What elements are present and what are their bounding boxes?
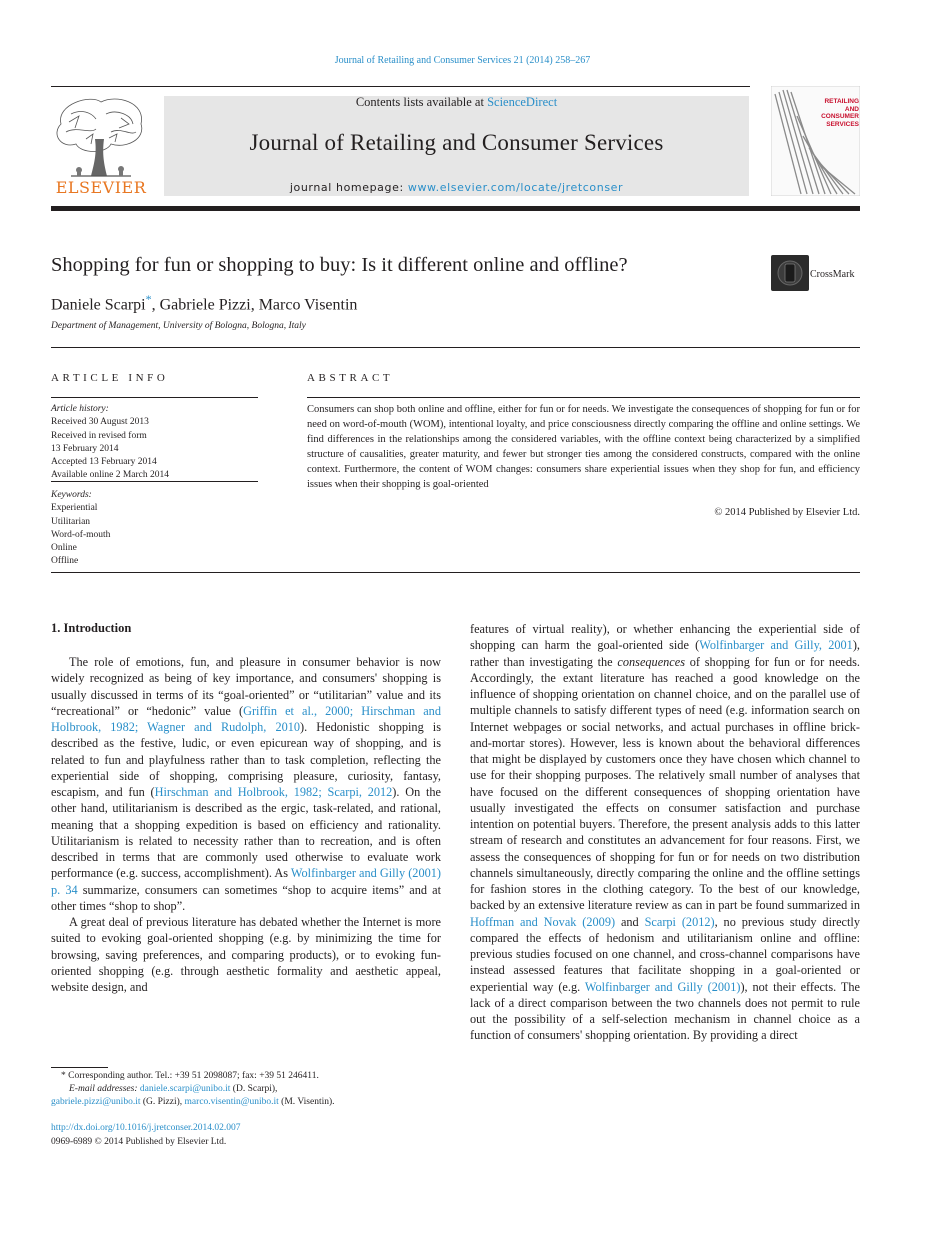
author-list — [51, 292, 357, 314]
email-label: E-mail addresses: — [69, 1084, 140, 1095]
text-run: summarize, consumers can sometimes “shop to acquire items” and at other times “shop to shop”. — [51, 882, 442, 913]
citation-link[interactable]: Wolfinbarger and Gilly (2001) p. 34 — [51, 866, 441, 897]
email-link[interactable]: marco.visentin@unibo.it — [184, 1097, 279, 1108]
contents-prefix: Contents lists available at — [355, 95, 488, 109]
text-run: The role of emotions, fun, and pleasure in consumer behavior is now widely recognized as being of key importance, and consumers' shopping is usually discussed in terms of its “goal-oriented” or “utilitarian” value and its “recreational” or “hedonic” value ( — [51, 655, 441, 718]
journal-cover-thumbnail[interactable] — [771, 86, 860, 196]
keyword: Online — [51, 543, 77, 554]
body-column-right — [470, 621, 860, 1044]
text-run: ). On the other hand, utilitarianism is described as the ergic, task-related, and rational, meaning that a shopping expedition is based on efficiency and rationality. Utilitarianism is related to necessity rather than to recreation, and is often described in terms that are commonly used otherwise to evaluate work performance (e.g. success, accomplishment). As — [51, 785, 441, 881]
text-run: of shopping for fun or for needs. Accordingly, the extant literature has reached a good knowledge on the influence of shopping orientation on channel choice, and on the parallel use of multiple channels to satisfy different types of need (e.g. information search on Internet webpages or social networks, and actual purchases in offline brick-and-mortar stores). However, less is known about the behavioral differences that might be displayed by customers once they have chosen which channel to use for their shopping purposes. The relatively small number of analyses that have focused on the different consequences of shopping orientation have usually investigated the effects on consumer satisfaction and purchase intention on potential buyers. Therefore, the present analysis adds to this latter stream of research and constitutes an advancement for four reasons. First, we assess the consequences of shopping for fun or for needs on two distribution channels simultaneously, directly comparing the online and the offline settings for fashion stores in the clothing category. To the best of our knowledge, backed by an extensive literature review as can in part be found summarized in — [470, 654, 860, 913]
citation-link[interactable]: Griffin et al., 2000; Hirschman and Holbrook, 1982; Wagner and Rudolph, 2010 — [51, 703, 441, 734]
header-rule — [51, 86, 750, 87]
article-title: Shopping for fun or shopping to buy: Is it different online and offline? — [51, 254, 628, 276]
article-info-heading: ARTICLE INFO — [51, 372, 169, 384]
citation-link[interactable]: Wolfinbarger and Gilly (2001) — [584, 979, 741, 994]
keyword: Offline — [51, 556, 79, 567]
title-rule — [51, 347, 860, 348]
issn-line: 0969-6989 © 2014 Published by Elsevier Ltd. — [51, 1136, 227, 1147]
corresponding-author-note: * Corresponding author. Tel.: +39 51 2098087; fax: +39 51 246411. — [61, 1071, 319, 1081]
journal-homepage — [164, 181, 749, 194]
email-link[interactable]: gabriele.pizzi@unibo.it — [51, 1097, 141, 1108]
text-run: , no previous study directly compared the effects of hedonism and utilitarianism online and offline: previous studies focused on one channel, and cross-channel comparisons have instead assessed features that facilitate shopping in a goal-oriented or experiential way (e.g. — [470, 914, 860, 994]
article-info-divider — [51, 481, 258, 482]
affiliation: Department of Management, University of Bologna, Bologna, Italy — [51, 321, 306, 331]
text-run: ), rather than investigating the — [470, 638, 860, 669]
article-info-rule — [51, 397, 258, 398]
abstract-text: Consumers can shop both online and offline, either for fun or for needs. We investigate the consequences of shopping for fun or for need on word-of-mouth (WOM), intentional loyalty, and price consciousness directly comparing the offline and online settings. We find differences in the relationships among the considered variables, with the offline context being characterized by a simplified structure of causalities, greater maturity, and fewer but stronger ties among the considered constructs, compared with the online context. Furthermore, the content of WOM changes: consumers share experiential issues when they shop for fun, and efficiency issues when their shopping is goal-oriented — [307, 404, 860, 490]
text-run: ). Hedonistic shopping is described as the festive, ludic, or even epicurean way of shopping, and is related to fun and playfulness rather than to task completion, reflecting the experiential side of shopping, comprising pleasure, curiosity, fantasy, escapism, and fun ( — [51, 720, 441, 799]
author-names-rest: , Gabriele Pizzi, Marco Visentin — [151, 296, 358, 314]
history-line: Available online 2 March 2014 — [51, 470, 170, 481]
keyword: Utilitarian — [51, 516, 91, 527]
text-run: features of virtual reality), or whether enhancing the experiential side of shopping can harm the goal-oriented side ( — [470, 622, 860, 653]
crossmark-icon — [771, 255, 809, 291]
article-history — [51, 403, 261, 483]
footnote — [51, 1070, 443, 1110]
homepage-link[interactable]: www.elsevier.com/locate/jretconser — [407, 181, 624, 194]
body-column-left — [51, 654, 441, 995]
crossmark-label: CrossMark — [810, 269, 855, 280]
sciencedirect-link[interactable]: ScienceDirect — [487, 95, 558, 109]
contents-line — [164, 95, 749, 110]
doi-block — [51, 1122, 241, 1149]
keywords — [51, 489, 261, 569]
email-owner: (M. Visentin). — [278, 1097, 335, 1108]
running-head[interactable]: Journal of Retailing and Consumer Services 21 (2014) 258–267 — [334, 55, 591, 66]
header-thick-rule — [51, 206, 860, 211]
emphasis: consequences — [617, 654, 686, 669]
abstract-copyright: © 2014 Published by Elsevier Ltd. — [714, 507, 860, 518]
author-name[interactable]: Daniele Scarpi — [51, 296, 146, 314]
journal-title: Journal of Retailing and Consumer Services — [249, 130, 664, 155]
paragraph — [51, 914, 441, 995]
history-line: 13 February 2014 — [51, 443, 119, 454]
homepage-label: journal homepage: — [289, 181, 408, 194]
citation-link[interactable]: Scarpi (2012) — [644, 914, 715, 929]
abstract-heading: ABSTRACT — [307, 372, 394, 384]
cover-title: RETAILING AND CONSUMER SERVICES — [821, 98, 859, 128]
history-line: Accepted 13 February 2014 — [51, 457, 157, 468]
doi-link[interactable]: http://dx.doi.org/10.1016/j.jretconser.2014.02.007 — [51, 1123, 241, 1133]
email-line — [51, 1096, 443, 1109]
email-link[interactable]: daniele.scarpi@unibo.it — [139, 1084, 231, 1095]
citation-link[interactable]: Hirschman and Holbrook, 1982; Scarpi, 2012 — [154, 785, 393, 799]
front-matter-rule — [51, 572, 860, 573]
text-run: ), not their effects. The lack of a direct comparison between the two channels does not permit to rule out the possibility of a self-selection mechanism in channel choice as a function of consumers' shopping orientation. By providing a direct — [470, 979, 860, 1043]
citation-link[interactable]: Hoffman and Novak (2009) — [470, 914, 616, 929]
keyword: Experiential — [51, 503, 98, 514]
paragraph — [470, 621, 860, 1044]
corresponding-author-mark[interactable]: * — [145, 292, 152, 306]
footnote-rule — [51, 1067, 108, 1068]
history-line: Received 30 August 2013 — [51, 417, 149, 428]
abstract-rule — [307, 397, 860, 398]
keywords-label: Keywords: — [51, 490, 92, 500]
text-run: A great deal of previous literature has debated whether the Internet is more suited to evoking goal-oriented shopping (e.g. by minimizing the time for browsing, saving preferences, and comparing products), or to evoking fun-oriented shopping (e.g. through aesthetic formality and aesthetic appeal, website design, and — [51, 915, 441, 994]
paragraph — [51, 654, 441, 914]
history-line: Received in revised form — [51, 430, 147, 441]
citation-link[interactable]: Wolfinbarger and Gilly, 2001 — [699, 638, 853, 653]
section-heading: 1. Introduction — [51, 621, 132, 635]
text-run: and — [615, 914, 645, 929]
crossmark-badge[interactable] — [771, 255, 861, 293]
email-owner: (D. Scarpi), — [230, 1084, 278, 1095]
email-line — [51, 1083, 443, 1096]
elsevier-wordmark: ELSEVIER — [55, 178, 147, 197]
email-owner: (G. Pizzi), — [140, 1097, 185, 1108]
article-history-label: Article history: — [51, 404, 109, 414]
keyword: Word-of-mouth — [51, 529, 111, 540]
elsevier-logo[interactable] — [51, 94, 151, 198]
